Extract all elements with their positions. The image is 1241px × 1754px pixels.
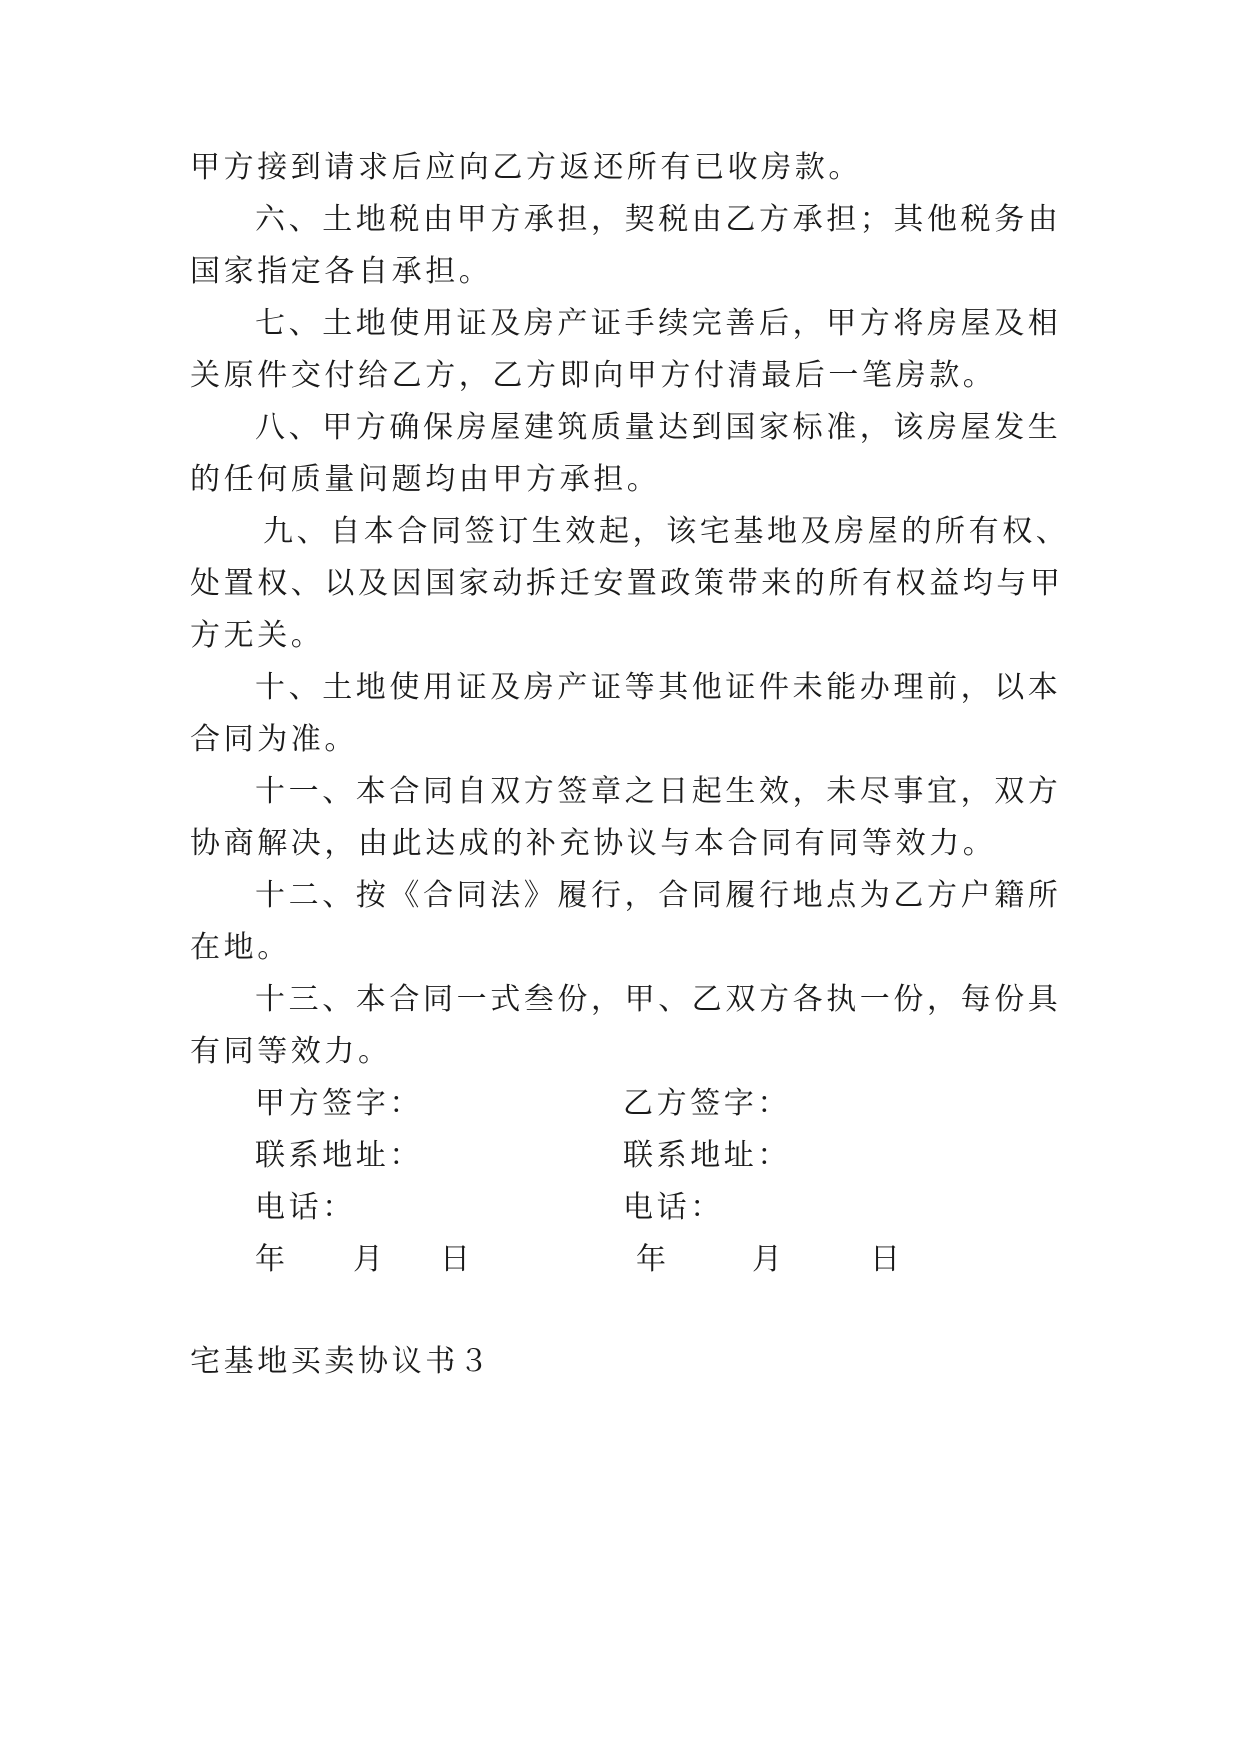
party-b-date-year: 年 (636, 1242, 670, 1277)
party-a-date-day: 日 (440, 1242, 474, 1277)
party-a-signature-label: 甲方签字： (255, 1086, 423, 1121)
clause-10-line-2: 合同为准。 (190, 722, 358, 757)
clause-11-line-2: 协商解决，由此达成的补充协议与本合同有同等效力。 (190, 826, 997, 861)
party-b-signature-label: 乙方签字： (623, 1086, 791, 1121)
clause-8-line-1: 八、甲方确保房屋建筑质量达到国家标准，该房屋发生 (255, 410, 1062, 445)
paragraph-line: 甲方接到请求后应向乙方返还所有已收房款。 (190, 150, 862, 185)
party-b-address-label: 联系地址： (623, 1138, 791, 1173)
clause-6-line-2: 国家指定各自承担。 (190, 254, 493, 289)
clause-7-line-2: 关原件交付给乙方，乙方即向甲方付清最后一笔房款。 (190, 358, 997, 393)
clause-7-line-1: 七、土地使用证及房产证手续完善后，甲方将房屋及相 (255, 306, 1062, 341)
party-a-address-label: 联系地址： (255, 1138, 423, 1173)
clause-9-line-3: 方无关。 (190, 618, 325, 653)
party-a-phone-label: 电话： (255, 1190, 356, 1225)
clause-11-line-1: 十一、本合同自双方签章之日起生效，未尽事宜，双方 (255, 774, 1062, 809)
party-a-date-month: 月 (353, 1242, 387, 1277)
clause-9-line-2: 处置权、以及因国家动拆迁安置政策带来的所有权益均与甲 (190, 566, 1064, 601)
next-document-title: 宅基地买卖协议书３ (190, 1344, 493, 1379)
party-a-date-year: 年 (255, 1242, 289, 1277)
party-b-phone-label: 电话： (623, 1190, 724, 1225)
clause-8-line-2: 的任何质量问题均由甲方承担。 (190, 462, 661, 497)
clause-12-line-1: 十二、按《合同法》履行，合同履行地点为乙方户籍所 (255, 878, 1062, 913)
clause-9-line-1: 九、自本合同签订生效起，该宅基地及房屋的所有权、 (263, 514, 1070, 549)
clause-13-line-1: 十三、本合同一式叁份，甲、乙双方各执一份，每份具 (255, 982, 1062, 1017)
party-b-date-month: 月 (752, 1242, 786, 1277)
clause-13-line-2: 有同等效力。 (190, 1034, 392, 1069)
clause-10-line-1: 十、土地使用证及房产证等其他证件未能办理前，以本 (255, 670, 1062, 705)
clause-12-line-2: 在地。 (190, 930, 291, 965)
party-b-date-day: 日 (870, 1242, 904, 1277)
clause-6-line-1: 六、土地税由甲方承担，契税由乙方承担；其他税务由 (255, 202, 1062, 237)
